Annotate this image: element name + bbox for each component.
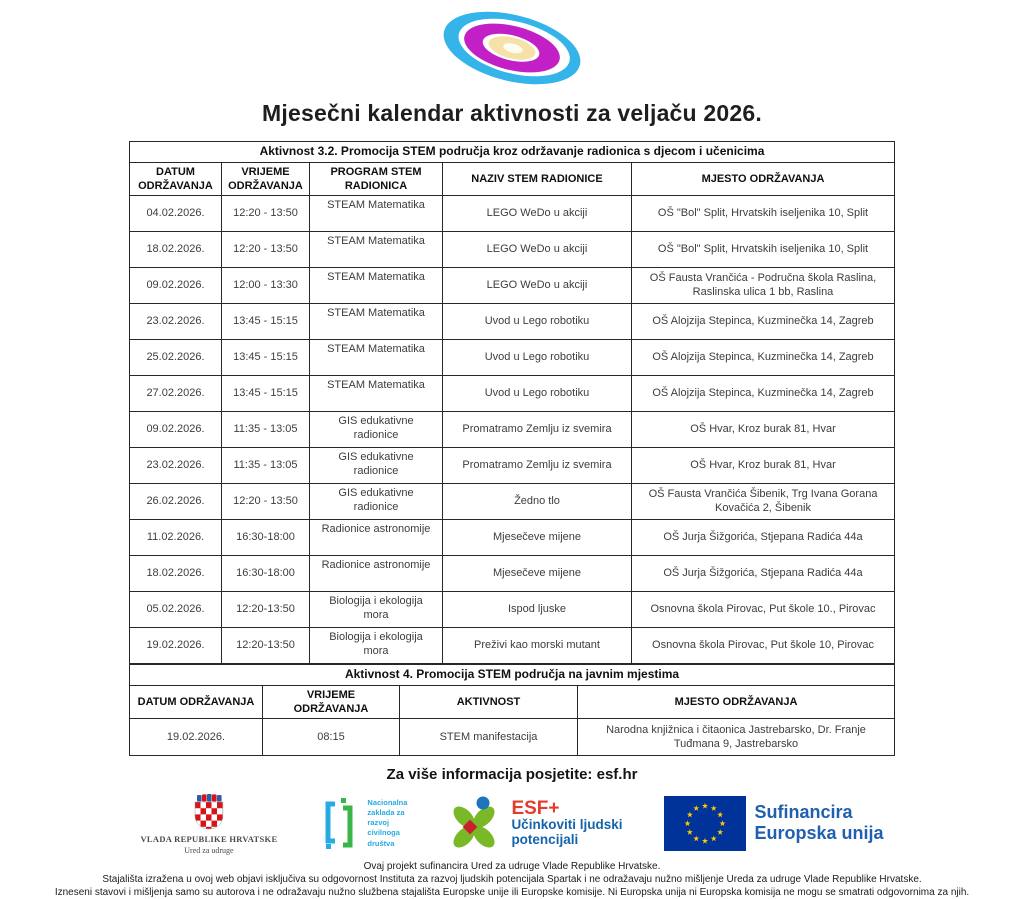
text-line: Nacionalna — [367, 798, 408, 808]
table-cell: LEGO WeDo u akciji — [443, 232, 632, 268]
table-cell: GIS edukativne radionice — [310, 484, 443, 520]
col-header-datum: DATUM ODRŽAVANJA — [129, 685, 262, 719]
text-line: Ovaj projekt sufinancira Ured za udruge Vlade Republike Hrvatske. — [363, 861, 661, 873]
activity-4-table — [129, 664, 895, 756]
table-cell: Žedno tlo — [443, 484, 632, 520]
table-cell: OŠ Fausta Vrančića - Područna škola Raslina, Raslinska ulica 1 bb, Raslina — [632, 268, 895, 304]
table-cell: LEGO WeDo u akciji — [443, 268, 632, 304]
gov-office-text: Ured za udruge — [184, 845, 234, 855]
text-line: Izneseni stavovi i mišljenja samo su autorova i ne odražavaju nužno službena stajališta Europske unije ili Europske komisije. Ni Europska unija ni Europska komisija ne mogu se smatrati odgovornima za njih. — [54, 887, 970, 899]
table-cell: 23.02.2026. — [130, 448, 222, 484]
eu-flag-icon — [664, 796, 746, 851]
col-header-program: PROGRAM STEM RADIONICA — [310, 162, 443, 196]
table-cell: STEAM Matematika — [310, 268, 443, 304]
galaxy-logo — [0, 0, 1024, 92]
text-line: civilnoga — [367, 828, 400, 838]
table-cell: Uvod u Lego robotiku — [443, 340, 632, 376]
table-cell: STEAM Matematika — [310, 196, 443, 232]
table-cell: STEAM Matematika — [310, 376, 443, 412]
table-cell: Osnovna škola Pirovac, Put škole 10, Pirovac — [632, 628, 895, 664]
table-cell: 11.02.2026. — [130, 520, 222, 556]
table-row — [130, 556, 895, 592]
table-row — [130, 592, 895, 628]
table-cell: OŠ "Bol" Split, Hrvatskih iseljenika 10, Split — [632, 232, 895, 268]
table-row — [130, 340, 895, 376]
table-cell: 19.02.2026. — [130, 628, 222, 664]
table-cell: 16:30-18:00 — [222, 556, 310, 592]
table-row — [130, 268, 895, 304]
table-cell: OŠ Jurja Šižgorića, Stjepana Radića 44a — [632, 556, 895, 592]
table-cell: STEAM Matematika — [310, 232, 443, 268]
table-cell: OŠ Fausta Vrančića Šibenik, Trg Ivana Gorana Kovačića 2, Šibenik — [632, 484, 895, 520]
col-header-aktivnost: AKTIVNOST — [399, 685, 577, 719]
brackets-icon — [319, 796, 359, 850]
table-cell: 16:30-18:00 — [222, 520, 310, 556]
table-row — [130, 376, 895, 412]
table-cell: 12:20-13:50 — [222, 628, 310, 664]
table-row — [130, 448, 895, 484]
table-cell: OŠ Alojzija Stepinca, Kuzminečka 14, Zagreb — [632, 376, 895, 412]
table-cell: 12:00 - 13:30 — [222, 268, 310, 304]
col-header-datum: DATUM ODRŽAVANJA — [130, 162, 222, 196]
esf-title-text: ESF+ — [511, 798, 560, 820]
table-row — [129, 719, 894, 756]
table-cell: OŠ Jurja Šižgorića, Stjepana Radića 44a — [632, 520, 895, 556]
col-header-mjesto: MJESTO ODRŽAVANJA — [632, 162, 895, 196]
esf-logo — [449, 795, 622, 851]
table-cell: LEGO WeDo u akciji — [443, 196, 632, 232]
table-cell: 12:20-13:50 — [222, 592, 310, 628]
esf-subtitle-line2: potencijali — [511, 831, 579, 847]
national-foundation-text — [367, 798, 407, 849]
table-cell: STEAM Matematika — [310, 304, 443, 340]
esf-pinwheel-icon — [449, 795, 503, 851]
table-cell: 11:35 - 13:05 — [222, 412, 310, 448]
table-row — [130, 232, 895, 268]
table-header-row — [129, 685, 894, 719]
table-cell: Promatramo Zemlju iz svemira — [443, 412, 632, 448]
table-cell: Uvod u Lego robotiku — [443, 304, 632, 340]
page-title: Mjesečni kalendar aktivnosti za veljaču 2026. — [262, 100, 762, 126]
table-cell: Narodna knjižnica i čitaonica Jastrebarsko, Dr. Franje Tuđmana 9, Jastrebarsko — [577, 719, 894, 756]
table-cell: 13:45 - 15:15 — [222, 304, 310, 340]
col-header-naziv: NAZIV STEM RADIONICE — [443, 162, 632, 196]
table-cell: Uvod u Lego robotiku — [443, 376, 632, 412]
table-row — [130, 304, 895, 340]
footer-logos — [0, 791, 1024, 855]
table-cell: 23.02.2026. — [130, 304, 222, 340]
text-line: društva — [367, 838, 395, 848]
disclaimer-text — [0, 860, 1024, 899]
table-cell: Osnovna škola Pirovac, Put škole 10., Pirovac — [632, 592, 895, 628]
table-row — [130, 520, 895, 556]
table-row — [130, 628, 895, 664]
table-cell: 25.02.2026. — [130, 340, 222, 376]
table-cell: 12:20 - 13:50 — [222, 196, 310, 232]
table-cell: 08:15 — [262, 719, 399, 756]
table-title-row — [129, 665, 894, 686]
table-cell: 13:45 - 15:15 — [222, 340, 310, 376]
table-cell: 11:35 - 13:05 — [222, 448, 310, 484]
more-info-text: Za više informacija posjetite: esf.hr — [386, 766, 638, 784]
activity-3-2-table — [129, 141, 895, 664]
croatian-coat-of-arms-icon — [192, 792, 226, 832]
table-cell: 13:45 - 15:15 — [222, 376, 310, 412]
table-row — [130, 484, 895, 520]
table-cell: Preživi kao morski mutant — [443, 628, 632, 664]
table-cell: Mjesečeve mijene — [443, 520, 632, 556]
eu-text-line2: Europska unija — [754, 823, 884, 844]
national-foundation-logo — [319, 796, 407, 850]
table-cell: Radionice astronomije — [310, 556, 443, 592]
table-cell: 18.02.2026. — [130, 232, 222, 268]
table-cell: 04.02.2026. — [130, 196, 222, 232]
table-cell: 09.02.2026. — [130, 412, 222, 448]
col-header-vrijeme: VRIJEME ODRŽAVANJA — [262, 685, 399, 719]
table-title: Aktivnost 3.2. Promocija STEM područja kroz održavanje radionica s djecom i učenicima — [130, 142, 895, 163]
table-cell: 18.02.2026. — [130, 556, 222, 592]
table-cell: 27.02.2026. — [130, 376, 222, 412]
text-line: Stajališta izražena u ovoj web objavi isključiva su odgovornost Instituta za razvoj ljudskih potencijala Spartak i ne odražavaju nužno mišljenje Ureda za udruge Vlade Republike Hrvatske. — [102, 874, 922, 886]
activity-3-2-table-head — [130, 142, 895, 196]
table-cell: Promatramo Zemlju iz svemira — [443, 448, 632, 484]
table-cell: OŠ "Bol" Split, Hrvatskih iseljenika 10, Split — [632, 196, 895, 232]
table-cell: OŠ Alojzija Stepinca, Kuzminečka 14, Zagreb — [632, 340, 895, 376]
table-cell: 09.02.2026. — [130, 268, 222, 304]
table-cell: 26.02.2026. — [130, 484, 222, 520]
table-cell: Biologija i ekologija mora — [310, 592, 443, 628]
text-line: zaklada za — [367, 808, 405, 818]
table-cell: OŠ Alojzija Stepinca, Kuzminečka 14, Zagreb — [632, 304, 895, 340]
esf-subtitle-line1: Učinkoviti ljudski — [511, 817, 623, 833]
activity-4-table-body — [129, 719, 894, 756]
col-header-vrijeme: VRIJEME ODRŽAVANJA — [222, 162, 310, 196]
table-cell: 12:20 - 13:50 — [222, 232, 310, 268]
galaxy-spiral-icon — [437, 6, 587, 90]
table-cell: Mjesečeve mijene — [443, 556, 632, 592]
eu-cofunded-logo — [664, 796, 883, 851]
text-line: razvoj — [367, 818, 390, 828]
table-cell: Biologija i ekologija mora — [310, 628, 443, 664]
table-cell: STEM manifestacija — [399, 719, 577, 756]
table-title: Aktivnost 4. Promocija STEM područja na javnim mjestima — [129, 665, 894, 686]
table-cell: STEAM Matematika — [310, 340, 443, 376]
table-cell: GIS edukativne radionice — [310, 412, 443, 448]
table-cell: Ispod ljuske — [443, 592, 632, 628]
eu-text-line1: Sufinancira — [754, 801, 853, 822]
gov-name-text: VLADA REPUBLIKE HRVATSKE — [140, 833, 278, 844]
table-cell: 12:20 - 13:50 — [222, 484, 310, 520]
table-cell: 05.02.2026. — [130, 592, 222, 628]
table-cell: 19.02.2026. — [129, 719, 262, 756]
croatian-government-logo — [140, 792, 277, 855]
table-row — [130, 196, 895, 232]
activity-3-2-table-body — [130, 196, 895, 664]
table-cell: GIS edukativne radionice — [310, 448, 443, 484]
table-header-row — [130, 162, 895, 196]
table-row — [130, 412, 895, 448]
col-header-mjesto: MJESTO ODRŽAVANJA — [577, 685, 894, 719]
table-title-row — [130, 142, 895, 163]
table-cell: Radionice astronomije — [310, 520, 443, 556]
activity-4-table-head — [129, 665, 894, 719]
table-cell: OŠ Hvar, Kroz burak 81, Hvar — [632, 448, 895, 484]
table-cell: OŠ Hvar, Kroz burak 81, Hvar — [632, 412, 895, 448]
